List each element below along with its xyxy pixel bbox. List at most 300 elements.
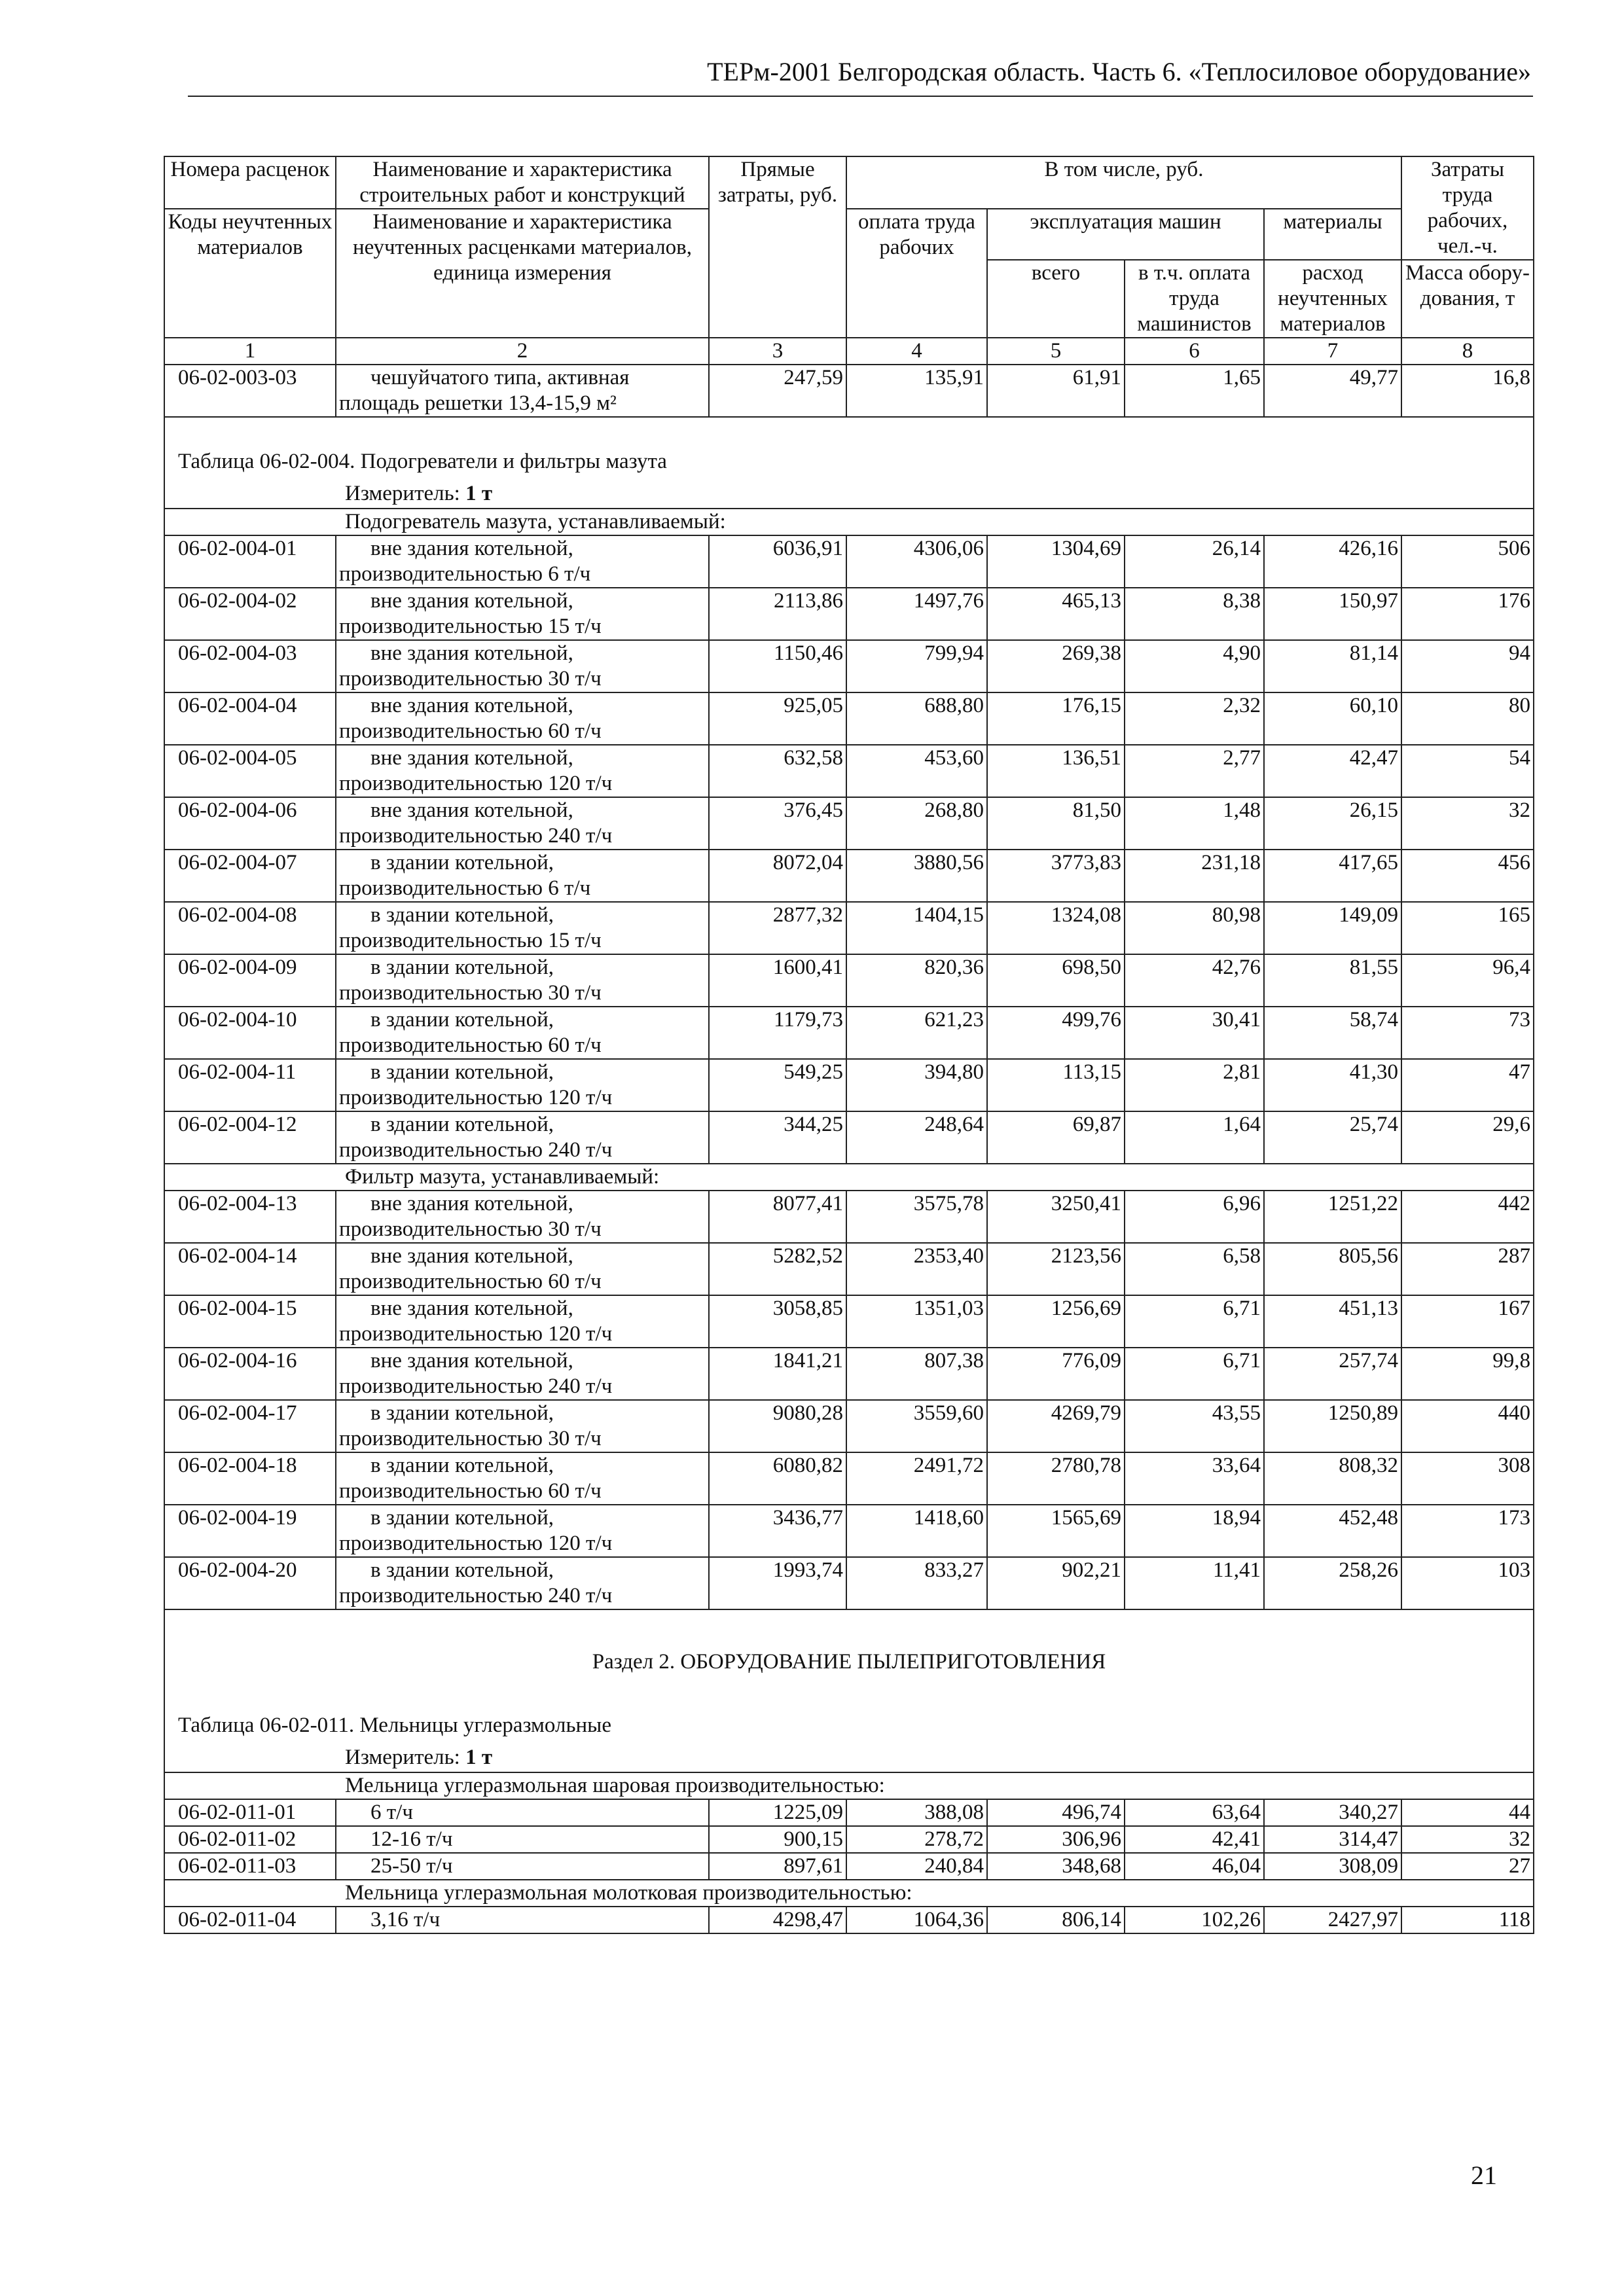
rate-code: 06-02-004-08 (164, 902, 336, 954)
labor-pay: 621,23 (846, 1007, 987, 1059)
rate-name-line2: производительностью 6 т/ч (339, 562, 591, 586)
machines-labor: 1,65 (1125, 365, 1264, 417)
group-heading: Фильтр мазута, устанавливаемый: (164, 1164, 1534, 1191)
table1-measure-row (164, 481, 1534, 509)
machines-labor: 4,90 (1125, 640, 1264, 692)
direct-cost: 1993,74 (709, 1557, 846, 1609)
labor-pay: 1064,36 (846, 1907, 987, 1933)
rate-code: 06-02-004-19 (164, 1505, 336, 1557)
direct-cost: 1841,21 (709, 1348, 846, 1400)
table-row (164, 1799, 1534, 1826)
rate-name-line1: в здании котельной, (370, 1454, 554, 1477)
labor-cost: 440 (1401, 1400, 1534, 1452)
materials: 42,47 (1264, 745, 1401, 797)
machines-labor: 2,32 (1125, 692, 1264, 745)
table-row (164, 1400, 1534, 1452)
labor-pay: 820,36 (846, 954, 987, 1007)
rate-name (336, 797, 709, 850)
rate-code: 06-02-004-02 (164, 588, 336, 640)
rate-code: 06-02-011-01 (164, 1799, 336, 1826)
machines-labor: 1,64 (1125, 1111, 1264, 1164)
table2-group1-row (164, 1772, 1534, 1799)
rate-name-line1: 6 т/ч (370, 1801, 413, 1824)
rate-code: 06-02-004-04 (164, 692, 336, 745)
rate-name-line2: производительностью 240 т/ч (339, 1584, 613, 1607)
labor-cost: 506 (1401, 535, 1534, 588)
table-row (164, 1907, 1534, 1933)
rate-name-line2: производительностью 30 т/ч (339, 981, 602, 1005)
rate-code: 06-02-004-06 (164, 797, 336, 850)
col-materials: материалы (1264, 209, 1401, 260)
rate-name-line2: производительностью 60 т/ч (339, 1033, 602, 1057)
materials: 149,09 (1264, 902, 1401, 954)
machines-total: 2780,78 (987, 1452, 1125, 1505)
section2-title-row (164, 1609, 1534, 1681)
rate-code: 06-02-004-15 (164, 1295, 336, 1348)
table1-group1-row (164, 509, 1534, 535)
rate-name-line2: производительностью 30 т/ч (339, 1427, 602, 1450)
labor-cost: 308 (1401, 1452, 1534, 1505)
machines-labor: 231,18 (1125, 850, 1264, 902)
rate-name (336, 1295, 709, 1348)
rate-name-line2: производительностью 240 т/ч (339, 1138, 613, 1162)
machines-total: 269,38 (987, 640, 1125, 692)
materials: 417,65 (1264, 850, 1401, 902)
labor-pay: 688,80 (846, 692, 987, 745)
rate-name-line2: производительностью 30 т/ч (339, 667, 602, 691)
rate-code: 06-02-004-14 (164, 1243, 336, 1295)
rate-name-line2: производительностью 15 т/ч (339, 929, 602, 952)
labor-pay: 3575,78 (846, 1191, 987, 1243)
labor-pay: 278,72 (846, 1826, 987, 1853)
rate-name-line1: в здании котельной, (370, 1506, 554, 1530)
materials: 426,16 (1264, 535, 1401, 588)
labor-cost: 32 (1401, 797, 1534, 850)
rate-name (336, 850, 709, 902)
labor-cost: 16,8 (1401, 365, 1534, 417)
machines-total: 176,15 (987, 692, 1125, 745)
table-row (164, 365, 1534, 417)
labor-cost: 80 (1401, 692, 1534, 745)
table-row (164, 745, 1534, 797)
rate-name-line1: в здании котельной, (370, 1113, 554, 1136)
direct-cost: 1150,46 (709, 640, 846, 692)
direct-cost: 1179,73 (709, 1007, 846, 1059)
col-number: 1 (164, 338, 336, 365)
col-labor-pay: оплата труда рабочих (846, 209, 987, 338)
direct-cost: 247,59 (709, 365, 846, 417)
table-row (164, 535, 1534, 588)
col-materials-unaccounted: расход неучтенных материалов (1264, 260, 1401, 338)
labor-cost: 29,6 (1401, 1111, 1534, 1164)
direct-cost: 925,05 (709, 692, 846, 745)
document-body (164, 156, 1533, 1934)
labor-pay: 1404,15 (846, 902, 987, 954)
labor-pay: 3880,56 (846, 850, 987, 902)
machines-total: 499,76 (987, 1007, 1125, 1059)
machines-labor: 8,38 (1125, 588, 1264, 640)
labor-cost: 176 (1401, 588, 1534, 640)
rate-code: 06-02-011-02 (164, 1826, 336, 1853)
table-row (164, 1348, 1534, 1400)
table-row (164, 1505, 1534, 1557)
table-row (164, 1853, 1534, 1880)
machines-total: 1256,69 (987, 1295, 1125, 1348)
group-heading: Мельница углеразмольная шаровая производительностью: (164, 1772, 1534, 1799)
col-equip-mass: Масса обору-дования, т (1401, 260, 1534, 338)
direct-cost: 1225,09 (709, 1799, 846, 1826)
direct-cost: 8077,41 (709, 1191, 846, 1243)
rate-name-line2: производительностью 120 т/ч (339, 772, 613, 795)
labor-cost: 44 (1401, 1799, 1534, 1826)
group-heading: Мельница углеразмольная молотковая производительностью: (164, 1880, 1534, 1907)
table-row (164, 1452, 1534, 1505)
rate-name (336, 902, 709, 954)
header-rule (188, 96, 1533, 97)
rates-table (164, 156, 1534, 1934)
table2-measure-row (164, 1745, 1534, 1772)
col-number: 8 (1401, 338, 1534, 365)
labor-cost: 54 (1401, 745, 1534, 797)
rate-name (336, 1191, 709, 1243)
labor-pay: 453,60 (846, 745, 987, 797)
col-number: 3 (709, 338, 846, 365)
labor-pay: 248,64 (846, 1111, 987, 1164)
rate-name-line1: 12-16 т/ч (370, 1827, 453, 1851)
machines-total: 306,96 (987, 1826, 1125, 1853)
direct-cost: 9080,28 (709, 1400, 846, 1452)
labor-cost: 47 (1401, 1059, 1534, 1111)
rate-name-line2: производительностью 240 т/ч (339, 1374, 613, 1398)
table1-rows1 (164, 535, 1534, 1164)
materials: 1250,89 (1264, 1400, 1401, 1452)
rate-name-line2: производительностью 6 т/ч (339, 876, 591, 900)
table-row (164, 1059, 1534, 1111)
labor-pay: 3559,60 (846, 1400, 987, 1452)
col-machines-labor: в т.ч. оплата труда машинистов (1125, 260, 1264, 338)
labor-pay: 394,80 (846, 1059, 987, 1111)
table-row (164, 954, 1534, 1007)
rate-name (336, 1111, 709, 1164)
direct-cost: 344,25 (709, 1111, 846, 1164)
rate-name (336, 1452, 709, 1505)
rate-name-line2: производительностью 60 т/ч (339, 719, 602, 743)
labor-cost: 118 (1401, 1907, 1534, 1933)
labor-cost: 442 (1401, 1191, 1534, 1243)
rate-name-line1: в здании котельной, (370, 1401, 554, 1425)
rate-code: 06-02-004-07 (164, 850, 336, 902)
col-machines-total: всего (987, 260, 1125, 338)
machines-total: 81,50 (987, 797, 1125, 850)
rate-code: 06-02-004-09 (164, 954, 336, 1007)
direct-cost: 6080,82 (709, 1452, 846, 1505)
rate-name-line2: производительностью 120 т/ч (339, 1086, 613, 1109)
col-incl: В том числе, руб. (846, 156, 1401, 209)
machines-total: 1324,08 (987, 902, 1125, 954)
materials: 49,77 (1264, 365, 1401, 417)
rate-name (336, 954, 709, 1007)
rate-name (336, 1348, 709, 1400)
table-row (164, 797, 1534, 850)
table-row (164, 692, 1534, 745)
table2-title-row (164, 1681, 1534, 1745)
rate-name (336, 1400, 709, 1452)
table2-measure (164, 1745, 1534, 1772)
materials: 452,48 (1264, 1505, 1401, 1557)
materials: 451,13 (1264, 1295, 1401, 1348)
col-labor-cost: Затраты труда рабочих, чел.-ч. (1401, 156, 1534, 260)
labor-pay: 1418,60 (846, 1505, 987, 1557)
rate-name (336, 1007, 709, 1059)
direct-cost: 2113,86 (709, 588, 846, 640)
direct-cost: 1600,41 (709, 954, 846, 1007)
rate-code: 06-02-004-01 (164, 535, 336, 588)
direct-cost: 3436,77 (709, 1505, 846, 1557)
rate-name (336, 1505, 709, 1557)
col-codes-bottom: Коды неучтенных материалов (164, 209, 336, 338)
materials: 58,74 (1264, 1007, 1401, 1059)
table2-rows2 (164, 1907, 1534, 1933)
measure-label: Измеритель: (345, 1746, 460, 1769)
rate-name-line1: в здании котельной, (370, 903, 554, 927)
rate-code: 06-02-011-04 (164, 1907, 336, 1933)
machines-labor: 6,71 (1125, 1348, 1264, 1400)
rate-name-line1: в здании котельной, (370, 1060, 554, 1084)
rate-name-line1: вне здания котельной, (370, 746, 573, 770)
machines-total: 698,50 (987, 954, 1125, 1007)
machines-total: 4269,79 (987, 1400, 1125, 1452)
machines-total: 136,51 (987, 745, 1125, 797)
labor-pay: 2353,40 (846, 1243, 987, 1295)
table-row (164, 1111, 1534, 1164)
table-row (164, 902, 1534, 954)
materials: 150,97 (1264, 588, 1401, 640)
rate-name-line1: 3,16 т/ч (370, 1908, 441, 1931)
group-heading: Подогреватель мазута, устанавливаемый: (164, 509, 1534, 535)
rate-name-line1: вне здания котельной, (370, 1297, 573, 1320)
rate-name-line1: вне здания котельной, (370, 1349, 573, 1372)
machines-total: 69,87 (987, 1111, 1125, 1164)
rate-name (336, 1557, 709, 1609)
col-name-top: Наименование и характеристика строительных работ и конструкций (336, 156, 709, 209)
rate-code: 06-02-011-03 (164, 1853, 336, 1880)
rate-name-line1: чешуйчатого типа, активная (370, 366, 630, 389)
rate-name-line2: производительностью 60 т/ч (339, 1479, 602, 1503)
machines-labor: 6,71 (1125, 1295, 1264, 1348)
col-codes-top: Номера расценок (164, 156, 336, 209)
measure-value: 1 т (465, 482, 493, 505)
rate-name (336, 692, 709, 745)
rate-code: 06-02-004-10 (164, 1007, 336, 1059)
machines-labor: 11,41 (1125, 1557, 1264, 1609)
machines-labor: 26,14 (1125, 535, 1264, 588)
table1-rows2 (164, 1191, 1534, 1609)
rate-name-line1: в здании котельной, (370, 851, 554, 874)
machines-labor: 63,64 (1125, 1799, 1264, 1826)
rate-name-line2: производительностью 120 т/ч (339, 1322, 613, 1346)
rate-code: 06-02-004-11 (164, 1059, 336, 1111)
materials: 308,09 (1264, 1853, 1401, 1880)
direct-cost: 549,25 (709, 1059, 846, 1111)
table1-group2-row (164, 1164, 1534, 1191)
machines-labor: 102,26 (1125, 1907, 1264, 1933)
rate-code: 06-02-004-17 (164, 1400, 336, 1452)
machines-total: 806,14 (987, 1907, 1125, 1933)
machines-labor: 2,77 (1125, 745, 1264, 797)
machines-labor: 42,41 (1125, 1826, 1264, 1853)
col-number: 5 (987, 338, 1125, 365)
table-row (164, 1557, 1534, 1609)
labor-pay: 1351,03 (846, 1295, 987, 1348)
rate-name-line1: вне здания котельной, (370, 694, 573, 717)
machines-labor: 46,04 (1125, 1853, 1264, 1880)
rate-name (336, 1826, 709, 1853)
rate-name-line2: производительностью 30 т/ч (339, 1217, 602, 1241)
labor-cost: 32 (1401, 1826, 1534, 1853)
measure-value: 1 т (465, 1746, 493, 1769)
rate-name-line1: вне здания котельной, (370, 537, 573, 560)
table-row (164, 1007, 1534, 1059)
measure-label: Измеритель: (345, 482, 460, 505)
labor-pay: 807,38 (846, 1348, 987, 1400)
labor-cost: 167 (1401, 1295, 1534, 1348)
rate-name (336, 1243, 709, 1295)
column-numbers-row (164, 338, 1534, 365)
rate-name (336, 365, 709, 417)
machines-labor: 33,64 (1125, 1452, 1264, 1505)
page-number: 21 (1471, 2161, 1497, 2190)
labor-pay: 388,08 (846, 1799, 987, 1826)
rate-code: 06-02-004-13 (164, 1191, 336, 1243)
rate-code: 06-02-004-03 (164, 640, 336, 692)
rate-name (336, 1907, 709, 1933)
rate-code: 06-02-004-20 (164, 1557, 336, 1609)
labor-cost: 94 (1401, 640, 1534, 692)
labor-pay: 833,27 (846, 1557, 987, 1609)
col-number: 2 (336, 338, 709, 365)
col-number: 7 (1264, 338, 1401, 365)
rate-name-line2: производительностью 240 т/ч (339, 824, 613, 848)
rate-name (336, 535, 709, 588)
machines-total: 113,15 (987, 1059, 1125, 1111)
rate-name (336, 588, 709, 640)
running-header: ТЕРм-2001 Белгородская область. Часть 6. «Теплосиловое оборудование» (707, 57, 1531, 86)
direct-cost: 4298,47 (709, 1907, 846, 1933)
table2-title: Таблица 06-02-011. Мельницы углеразмольные (164, 1681, 1534, 1745)
rate-name-line1: в здании котельной, (370, 956, 554, 979)
materials: 1251,22 (1264, 1191, 1401, 1243)
machines-labor: 30,41 (1125, 1007, 1264, 1059)
materials: 81,55 (1264, 954, 1401, 1007)
direct-cost: 3058,85 (709, 1295, 846, 1348)
rate-name-line1: вне здания котельной, (370, 798, 573, 822)
table-row (164, 1243, 1534, 1295)
machines-total: 1565,69 (987, 1505, 1125, 1557)
labor-cost: 73 (1401, 1007, 1534, 1059)
rate-code: 06-02-004-12 (164, 1111, 336, 1164)
machines-labor: 42,76 (1125, 954, 1264, 1007)
materials: 808,32 (1264, 1452, 1401, 1505)
rate-code: 06-02-004-16 (164, 1348, 336, 1400)
machines-total: 496,74 (987, 1799, 1125, 1826)
labor-cost: 103 (1401, 1557, 1534, 1609)
labor-pay: 268,80 (846, 797, 987, 850)
labor-cost: 27 (1401, 1853, 1534, 1880)
direct-cost: 2877,32 (709, 902, 846, 954)
labor-cost: 96,4 (1401, 954, 1534, 1007)
materials: 25,74 (1264, 1111, 1401, 1164)
table-row (164, 850, 1534, 902)
machines-total: 465,13 (987, 588, 1125, 640)
machines-total: 3773,83 (987, 850, 1125, 902)
rate-name-line2: площадь решетки 13,4-15,9 м² (339, 391, 617, 415)
direct-cost: 6036,91 (709, 535, 846, 588)
labor-pay: 2491,72 (846, 1452, 987, 1505)
rate-code: 06-02-004-18 (164, 1452, 336, 1505)
direct-cost: 897,61 (709, 1853, 846, 1880)
table-row (164, 640, 1534, 692)
materials: 81,14 (1264, 640, 1401, 692)
direct-cost: 376,45 (709, 797, 846, 850)
machines-labor: 80,98 (1125, 902, 1264, 954)
rate-name-line2: производительностью 15 т/ч (339, 615, 602, 638)
rate-name-line1: вне здания котельной, (370, 641, 573, 665)
machines-labor: 6,58 (1125, 1243, 1264, 1295)
rate-name-line1: 25-50 т/ч (370, 1854, 453, 1878)
labor-pay: 240,84 (846, 1853, 987, 1880)
direct-cost: 632,58 (709, 745, 846, 797)
rate-name-line1: вне здания котельной, (370, 1192, 573, 1215)
labor-pay: 1497,76 (846, 588, 987, 640)
rate-name (336, 1853, 709, 1880)
table-row (164, 588, 1534, 640)
table2-rows1 (164, 1799, 1534, 1880)
table1-measure (164, 481, 1534, 509)
materials: 26,15 (1264, 797, 1401, 850)
labor-pay: 4306,06 (846, 535, 987, 588)
direct-cost: 900,15 (709, 1826, 846, 1853)
machines-labor: 43,55 (1125, 1400, 1264, 1452)
col-machines: эксплуатация машин (987, 209, 1264, 260)
machines-total: 348,68 (987, 1853, 1125, 1880)
table2-group2-row (164, 1880, 1534, 1907)
col-number: 6 (1125, 338, 1264, 365)
materials: 258,26 (1264, 1557, 1401, 1609)
materials: 60,10 (1264, 692, 1401, 745)
materials: 257,74 (1264, 1348, 1401, 1400)
table1-title-row (164, 417, 1534, 481)
col-name-bottom: Наименование и характеристика неучтенных расценками материалов, единица измерения (336, 209, 709, 338)
rate-name (336, 1059, 709, 1111)
machines-total: 3250,41 (987, 1191, 1125, 1243)
machines-labor: 1,48 (1125, 797, 1264, 850)
direct-cost: 5282,52 (709, 1243, 846, 1295)
labor-cost: 456 (1401, 850, 1534, 902)
materials: 2427,97 (1264, 1907, 1401, 1933)
labor-pay: 135,91 (846, 365, 987, 417)
table-row (164, 1826, 1534, 1853)
machines-total: 1304,69 (987, 535, 1125, 588)
labor-cost: 99,8 (1401, 1348, 1534, 1400)
machines-labor: 6,96 (1125, 1191, 1264, 1243)
rate-name-line1: вне здания котельной, (370, 589, 573, 613)
labor-cost: 173 (1401, 1505, 1534, 1557)
rate-code: 06-02-003-03 (164, 365, 336, 417)
labor-pay: 799,94 (846, 640, 987, 692)
rate-name-line1: в здании котельной, (370, 1558, 554, 1582)
rate-name (336, 745, 709, 797)
machines-labor: 2,81 (1125, 1059, 1264, 1111)
